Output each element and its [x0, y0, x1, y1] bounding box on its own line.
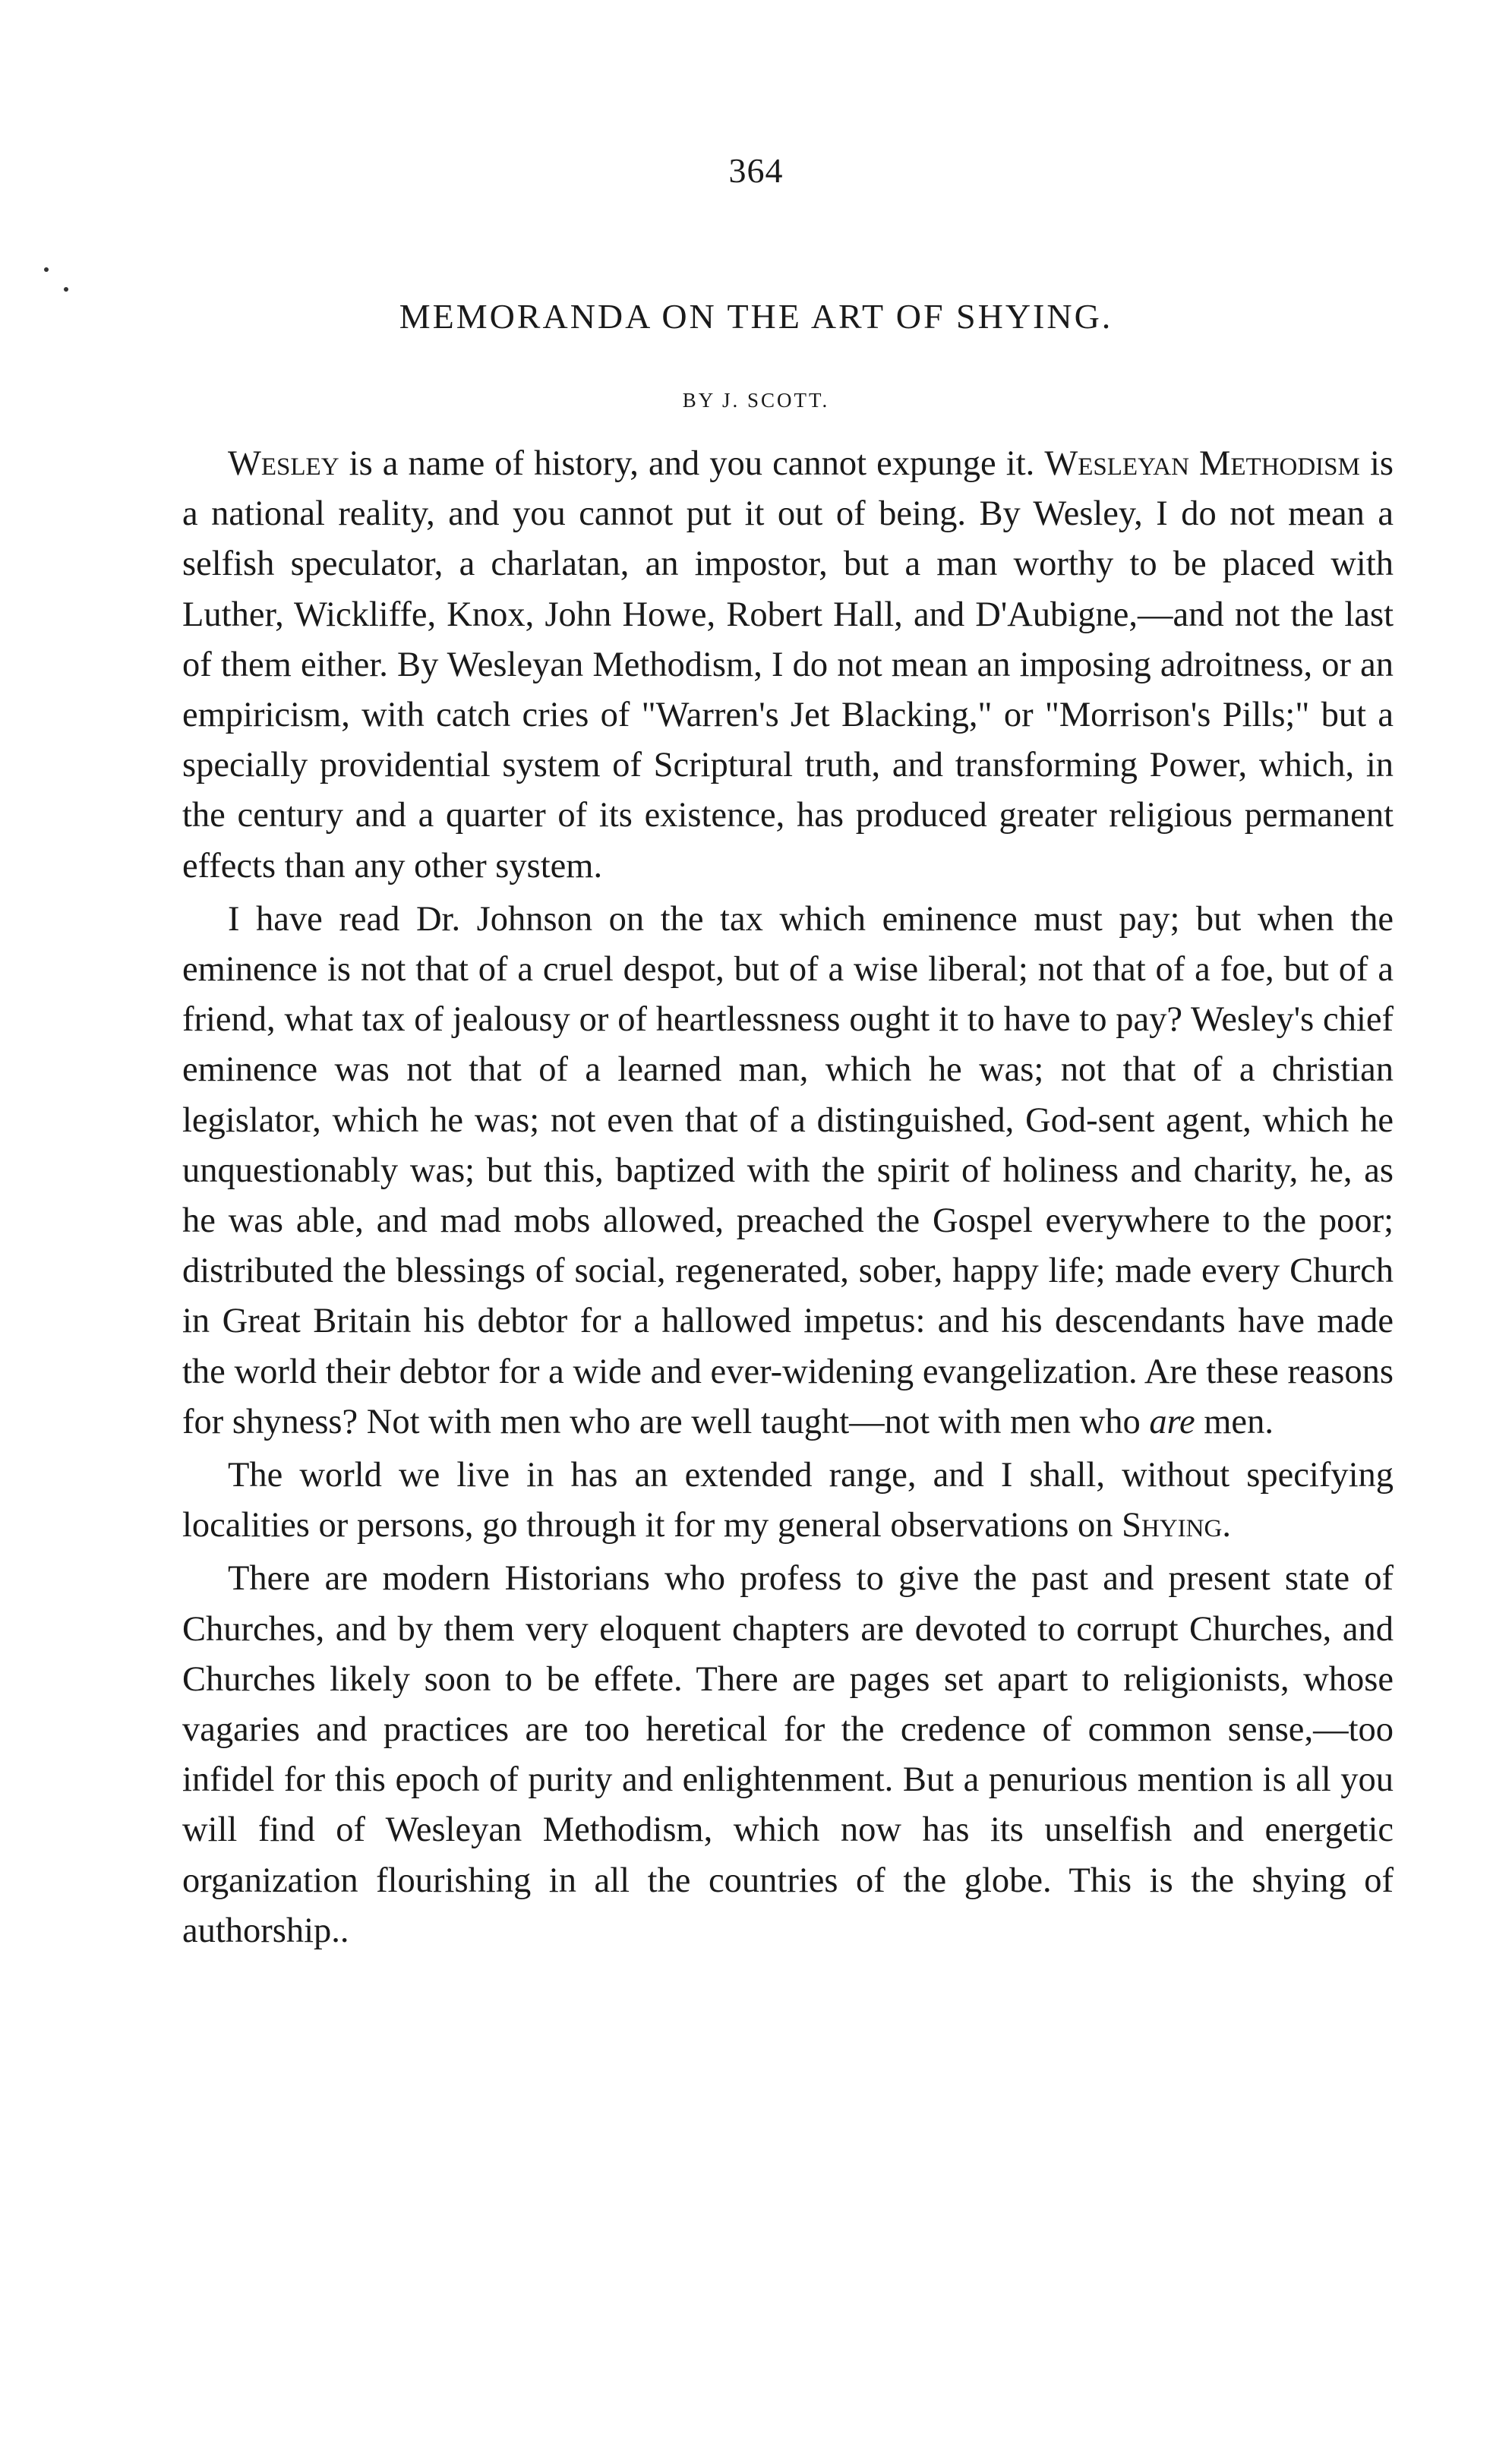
author-byline: BY J. SCOTT.	[682, 389, 830, 412]
page-number: 364	[728, 151, 784, 190]
paragraph-4	[182, 1554, 1394, 1956]
paragraph-text: I have read Dr. Johnson on the tax which eminence must pay; but when the eminence is not that of a cruel despot, but of a wise liberal; not that of a foe, but of a friend, what tax of jealousy or of heartlessness ought it to have to pay? Wesley's chief eminence was not that of a learned man, which he was; not that of a christian legislator, which he was; not even that of a distinguished, God-sent agent, which he unquestionably was; but this, baptized with the spirit of holiness and charity, he, as he was able, and mad mobs allowed, preached the Gospel everywhere to the poor; distributed the blessings of social, regenerated, sober, happy life; made every Church in Great Britain his debtor for a hallowed impetus: and his descendants have made the world their debtor for a wide and ever-widening evangelization. Are these reasons for shyness? Not with men who are well taught—not with men who	[182, 899, 1394, 1441]
stray-ink-mark	[64, 287, 68, 292]
tail-small-caps: Shying.	[1122, 1506, 1231, 1545]
article-title: MEMORANDA ON THE ART OF SHYING.	[399, 297, 1113, 336]
paragraph-text: men.	[1195, 1402, 1274, 1441]
paragraph-text: is a national reality, and you cannot put it out of being. By Wesley, I do not mean a selfish speculator, a charlatan, an impostor, but a man worthy to be placed with Luther, Wickliffe, Knox, John Howe, Robert Hall, and D'Aubigne,—and not the last of them either. By Wesleyan Methodism, I do not mean an imposing adroitness, or an empiricism, with catch cries of "Warren's Jet Blacking," or "Morrison's Pills;" but a specially providential system of Scriptural truth, and transforming Power, which, in the century and a quarter of its existence, has produced greater religious permanent effects than any other system.	[182, 444, 1394, 885]
paragraph-text: There are modern Historians who profess to give the past and present state of Churches, and by them very eloquent chapters are devoted to corrupt Churches, and Churches likely soon to be effete. There are pages set apart to religionists, whose vagaries and practices are too heretical for the credence of common sense,—too infidel for this epoch of purity and enlightenment. But a penurious mention is all you will find of Wesleyan Methodism, which now has its unselfish and energetic organization flourishing in all the countries of the globe. This is the shying of authorship..	[182, 1559, 1394, 1950]
paragraph-2	[182, 895, 1394, 1447]
stray-ink-mark	[44, 267, 49, 272]
lead-small-caps: Wesley	[228, 444, 339, 483]
article-body	[182, 439, 1394, 1956]
emphasis-text: are	[1149, 1402, 1195, 1441]
paragraph-text: The world we live in has an extended range, and I shall, without specifying localities or persons, go through it for my general observations on	[182, 1456, 1394, 1545]
paragraph-text: is a name of history, and you cannot expunge it.	[339, 444, 1045, 483]
paragraph-3	[182, 1451, 1394, 1551]
paragraph-1	[182, 439, 1394, 892]
lead-small-caps: Wesleyan Methodism	[1044, 444, 1360, 483]
